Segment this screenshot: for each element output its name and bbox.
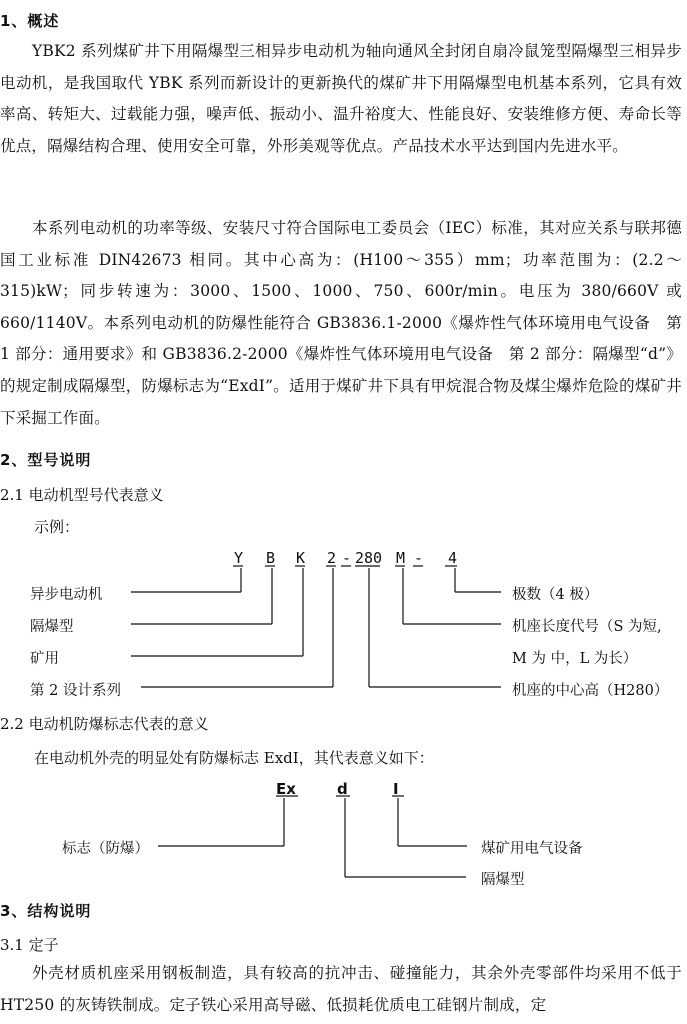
explosion-mark-diagram: [0, 780, 687, 892]
model-char-2: 2: [327, 549, 337, 567]
subsection-2-2-title: 2.2 电动机防爆标志代表的意义: [0, 715, 209, 733]
model-designation-diagram: [0, 548, 687, 703]
label-flameproof: 隔爆型: [481, 872, 525, 888]
label-frame-length-cont: M 为 中，L 为长）: [512, 651, 638, 667]
model-char-4: 4: [448, 549, 458, 567]
example-label: 示例：: [34, 518, 80, 536]
label-design-series: 第 2 设计系列: [30, 683, 121, 699]
section-2-title: 2、型号说明: [0, 451, 92, 469]
model-char-280: 280: [355, 549, 383, 567]
subsection-3-1-title: 3.1 定子: [0, 936, 59, 954]
model-char-b: B: [266, 549, 276, 567]
model-char-y: Y: [234, 549, 244, 567]
label-explosion-mark: 标志（防爆）: [62, 841, 149, 857]
explosion-mark-intro: 在电动机外壳的明显处有防爆标志 ExdI，其代表意义如下：: [34, 749, 434, 767]
label-mining: 矿用: [30, 651, 59, 667]
model-char-dash-1: -: [342, 549, 352, 567]
model-char-m: M: [396, 549, 406, 567]
model-char-k: K: [296, 549, 306, 567]
label-async-motor: 异步电动机: [30, 587, 103, 603]
label-frame-length: 机座长度代号（S 为短,: [512, 619, 662, 635]
mark-char-ex: Ex: [276, 780, 296, 798]
mark-char-d: d: [337, 780, 348, 798]
mark-char-i: I: [393, 780, 399, 798]
section-1-title: 1、概述: [0, 12, 60, 30]
section-1-paragraph-2: 本系列电动机的功率等级、安装尺寸符合国际电工委员会（IEC）标准，其对应关系与联邦德国工业标准 DIN42673 相同。其中心高为：(H100～355）mm；功率范围为：(2.2～315)kW；同步转速为：3000、1500、1000、750、600r/min。电压为 380/660V 或 660/1140V。本系列电动机的防爆性能符合 GB3836.1-2000《爆炸性气体环境用电气设备 第 1 部分：通用要求》和 GB3836.2-2000《爆炸性气体环境用电气设备 第 2 部分：隔爆型“d”》的规定制成隔爆型，防爆标志为“ExdI”。适用于煤矿井下具有甲烷混合物及煤尘爆炸危险的煤矿井下采掘工作面。: [0, 219, 682, 427]
label-poles: 极数（4 极）: [512, 587, 599, 603]
label-explosion-proof: 隔爆型: [30, 619, 74, 635]
section-3-title: 3、结构说明: [0, 902, 92, 920]
section-3-paragraph-1: 外壳材质机座采用钢板制造，具有较高的抗冲击、碰撞能力，其余外壳零部件均采用不低于 HT250 的灰铸铁制成。定子铁心采用高导磁、低损耗优质电工硅钢片制成，定: [0, 964, 682, 1014]
subsection-2-1-title: 2.1 电动机型号代表意义: [0, 486, 164, 504]
label-center-height: 机座的中心高（H280）: [512, 683, 669, 699]
label-mining-equipment: 煤矿用电气设备: [481, 841, 583, 857]
model-char-dash-2: -: [414, 549, 424, 567]
section-1-paragraph-1: YBK2 系列煤矿井下用隔爆型三相异步电动机为轴向通风全封闭自扇冷鼠笼型隔爆型三相异步电动机，是我国取代 YBK 系列而新设计的更新换代的煤矿井下用隔爆型电机基本系列，它具有效率高、转矩大、过载能力强，噪声低、振动小、温升裕度大、性能良好、安装维修方便、寿命长等优点，隔爆结构合理、使用安全可靠，外形美观等优点。产品技术水平达到国内先进水平。: [0, 42, 682, 155]
